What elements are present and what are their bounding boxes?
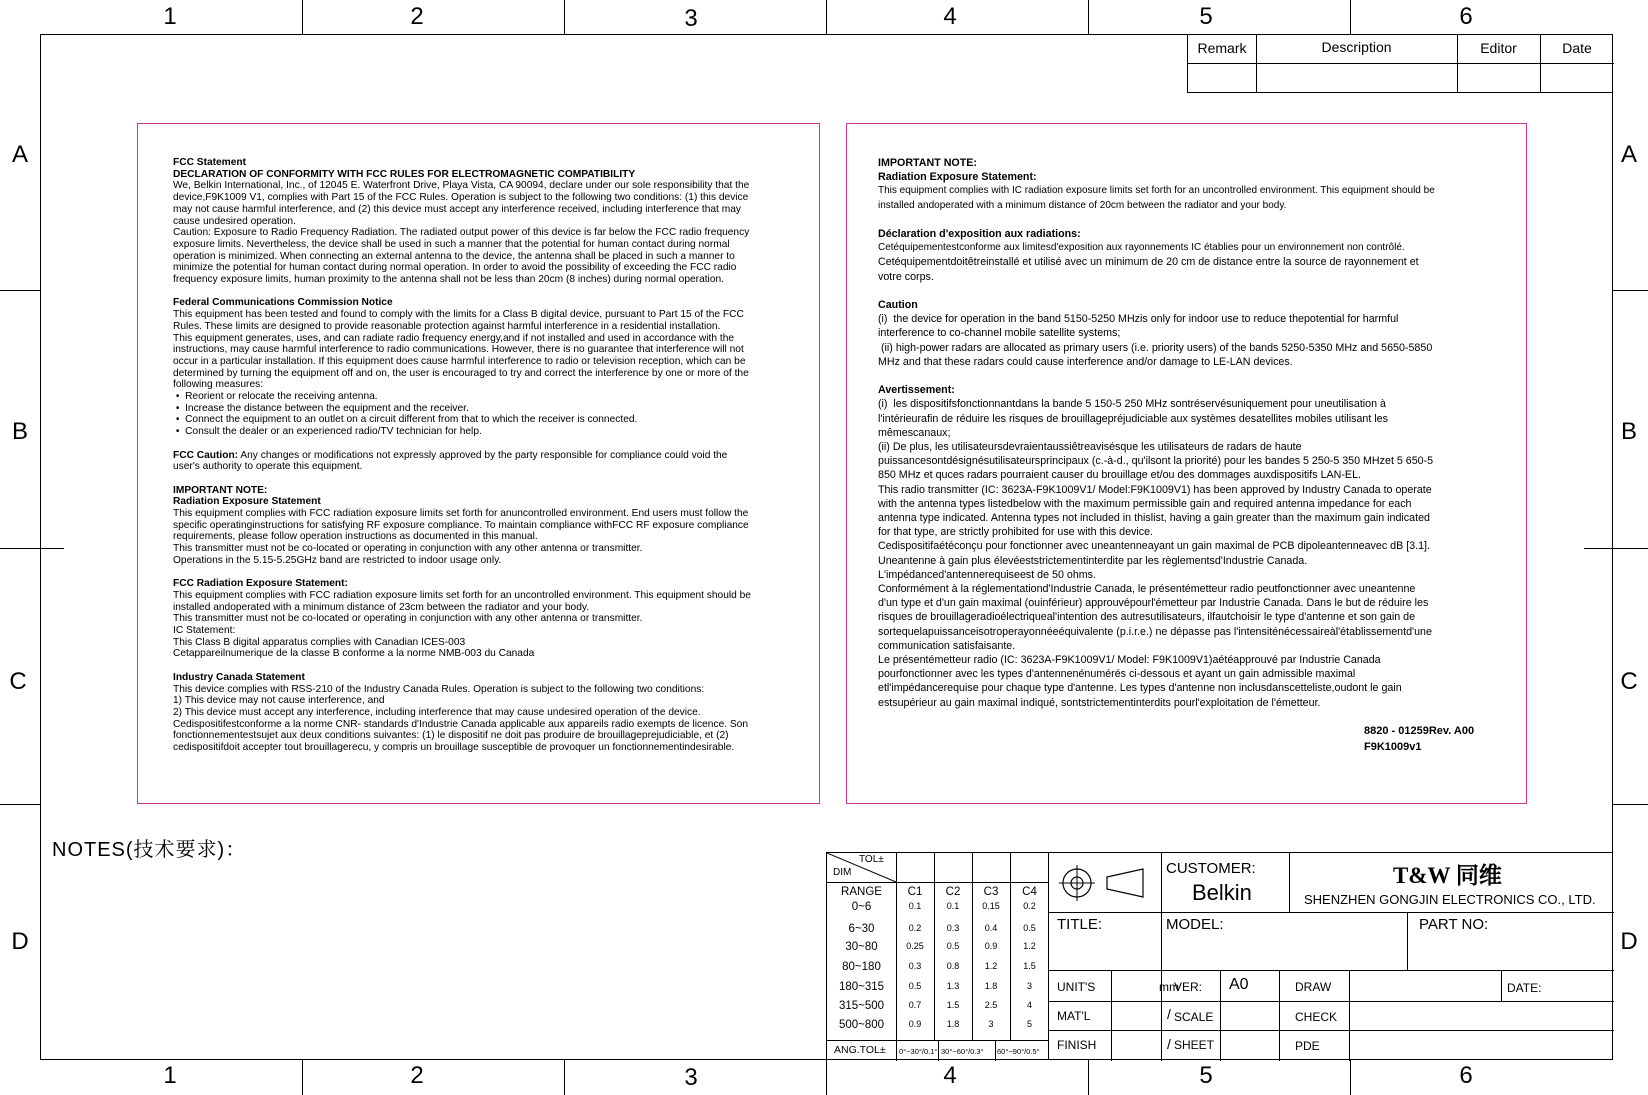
matl-value: /: [1167, 1006, 1171, 1022]
tol-value-cell: 3: [988, 1019, 994, 1029]
tol-range-cell: 500~800: [838, 1019, 885, 1031]
text-line: pourfonctionner avec les types d'antennenénumérés ci-dessous et ayant un gain admissible maximal: [878, 668, 1356, 681]
check-label: CHECK: [1295, 1010, 1338, 1024]
heading-line: Radiation Exposure Statement: [173, 496, 321, 508]
text-line: risques de brouillageradioélectriqueal'intention des autresutilisateurs, ilfautchoisir le type d'antenne et son gain de: [878, 611, 1416, 624]
text-line: votre corps.: [878, 270, 934, 283]
text-line: Le présentémetteur radio (IC: 3623A-F9K1009V1/ Model: F9K1009V1)aétéapprouvé par Industrie Canada: [878, 654, 1381, 667]
company-logo: T&W 同维: [1393, 863, 1502, 888]
text-line: • Increase the distance between the equipment and the receiver.: [173, 402, 469, 414]
text-line: MHz and that these radars could cause interference and/or damage to LE-LAN devices.: [878, 355, 1293, 368]
heading-line: DECLARATION OF CONFORMITY WITH FCC RULES FOR ELECTROMAGNETIC COMPATIBILITY: [173, 168, 636, 180]
date-label: DATE:: [1507, 981, 1542, 995]
tol-value-cell: 1.8: [984, 981, 998, 991]
text-line: 1) This device may not cause interference, and: [173, 695, 385, 707]
tol-header-range: RANGE: [841, 886, 882, 898]
tol-value-cell: 0.9: [908, 1019, 922, 1029]
grid-row-d-right: D: [1620, 928, 1638, 955]
tol-range-cell: 0~6: [851, 901, 872, 913]
grid-col-4-bottom: 4: [943, 1062, 957, 1089]
blank-line: [878, 213, 1518, 227]
company-name: SHENZHEN GONGJIN ELECTRONICS CO., LTD.: [1304, 892, 1596, 907]
tol-value-cell: 0.5: [946, 941, 960, 951]
pde-label: PDE: [1295, 1039, 1320, 1053]
ic-statement-text: [878, 156, 1518, 710]
text-line: fonctionnementestsujet aux deux conditions suivantes: (1) le dispositif ne doit pas produire de brouillageprejudiciable, et (2): [173, 730, 729, 742]
grid-row-d: D: [11, 928, 29, 955]
part-no-label: PART NO:: [1419, 916, 1489, 933]
heading-line: Radiation Exposure Statement:: [878, 171, 1037, 184]
model-code: F9K1009v1: [1364, 741, 1422, 753]
text-line: This transmitter must not be co-located or operating in conjunction with any other antenna or transmitter.: [173, 543, 643, 555]
customer-value: Belkin: [1192, 880, 1252, 905]
finish-label: FINISH: [1057, 1038, 1097, 1052]
dim-label: DIM: [833, 867, 852, 878]
tol-value-cell: 0.5: [1023, 923, 1036, 933]
fcc-statement-text: [173, 157, 813, 754]
tol-value-cell: 1.8: [946, 1019, 960, 1029]
blank-line: [173, 286, 813, 298]
text-line: operation is minimized. When connecting an external antenna to the device, the antenna shall be placed in such a manner to: [173, 250, 735, 262]
text-line: Uneantenne à gain plus élevéeststrictementinterdite par les règlementsd'Industrie Canada.: [878, 554, 1308, 567]
heading-line: IMPORTANT NOTE:: [878, 157, 977, 169]
customer-label: CUSTOMER:: [1166, 860, 1256, 877]
ang-tol-2: 30°~60°/0.3°: [941, 1047, 984, 1056]
text-line: antenna type indicated. Antenna types not included in thislist, having a gain greater than the maximum gain indicated: [878, 512, 1430, 525]
grid-row-c: C: [9, 668, 27, 695]
tol-value-cell: 1.2: [1023, 941, 1036, 951]
text-line: This equipment generates, uses, and can radiate radio frequency energy,and if not installed and used in accordance with the: [173, 332, 735, 344]
tol-range-cell: 315~500: [838, 1000, 885, 1012]
text-line: frequency exposure limits, human proximity to the antenna shall not be less than 20cm (8 inches) during normal operation.: [173, 274, 724, 286]
text-line: installed andoperated with a minimum distance of 20cm between the radiator and your body.: [878, 199, 1287, 211]
text-line: puissancesontdésignésutilisateursprincipaux (c.-à-d., qu'ilsont la priorité) pour les bandes 5 250-5 350 MHzet 5 650-5: [878, 455, 1434, 468]
tol-value-cell: 1.5: [946, 1000, 960, 1010]
text-line: Cedispositifestconforme a la norme CNR- standards d'Industrie Canada applicable aux appareils radio exempts de licence. Son: [173, 718, 749, 730]
text-line: Cetappareilnumerique de la classe B conforme a la norme NMB-003 du Canada: [173, 648, 535, 660]
blank-line: [173, 473, 813, 485]
tol-value-cell: 0.2: [908, 923, 922, 933]
ver-label: VER:: [1174, 980, 1203, 994]
text-line: instructions, may cause harmful interference to radio communications. However, there is no guarantee that interference will not: [173, 344, 744, 356]
text-line: This equipment complies with FCC radiation exposure limits set forth for an uncontrolled environment. This equipment should be: [173, 589, 751, 601]
text-line: specific operatinginstructions for satisfying RF exposure compliance. To maintain compliance withFCC RF exposure compliance: [173, 519, 749, 531]
heading-line: IMPORTANT NOTE:: [173, 484, 268, 496]
text-line: This device complies with RSS-210 of the Industry Canada Rules. Operation is subject to the following two conditions:: [173, 683, 705, 695]
part-code: 8820 - 01259Rev. A00: [1364, 725, 1475, 737]
tolerance-table: [826, 852, 1048, 1060]
title-block: [1048, 852, 1613, 1060]
tol-value-cell: 0.7: [908, 1000, 922, 1010]
grid-col-5: 5: [1199, 3, 1213, 30]
text-line: This transmitter must not be co-located or operating in conjunction with any other antenna or transmitter.: [173, 613, 643, 625]
text-line: interference to co-channel mobile satellite systems;: [878, 327, 1121, 340]
grid-col-3: 3: [684, 5, 698, 32]
heading-line: Industry Canada Statement: [173, 671, 305, 683]
blank-line: [878, 369, 1518, 383]
text-line: installed andoperated with a minimum distance of 23cm between the radiator and your body.: [173, 601, 590, 613]
text-line: may not cause harmful interference, and (2) this device must accept any interference received, including interference that may: [173, 203, 741, 215]
tol-value-cell: 4: [1026, 1000, 1032, 1010]
grid-col-5-bottom: 5: [1199, 1062, 1213, 1089]
tol-range-cell: 180~315: [838, 981, 885, 993]
grid-row-b: B: [11, 418, 28, 445]
text-line: Cedispositifaétéconçu pour fonctionner avec uneantenneayant un gain maximal de PCB dipoleantenneavec dB [3.1].: [878, 540, 1430, 553]
revision-header-remark: Remark: [1197, 40, 1247, 56]
tol-value-cell: 2.5: [984, 1000, 998, 1010]
tol-value-cell: 0.1: [946, 901, 960, 911]
text-line: requirements, please follow operation instructions as documented in this manual.: [173, 531, 538, 543]
text-line: Caution: Exposure to Radio Frequency Radiation. The radiated output power of this device is far below the FCC radio frequency: [173, 227, 750, 239]
heading-line: FCC Radiation Exposure Statement:: [173, 578, 348, 590]
text-line: occur in a particular installation. If this equipment does cause harmful interference to radio or television reception, which can be: [173, 355, 746, 367]
tol-value-cell: 0.8: [946, 961, 960, 971]
grid-col-2-bottom: 2: [410, 1062, 424, 1089]
tol-value-cell: 0.3: [946, 923, 960, 933]
ver-value: A0: [1229, 976, 1249, 993]
text-line: Conformément à la réglementationd'Industrie Canada, le présentémetteur radio peutfonctionner avec uneantenne: [878, 583, 1416, 596]
text-line: estsupérieur au gain maximal indiqué, sontstrictementinterdits pourl'exploitation de l'émetteur.: [878, 696, 1321, 709]
blank-line: [878, 284, 1518, 298]
tol-value-cell: 0.9: [984, 941, 998, 951]
tol-value-cell: 0.3: [908, 961, 922, 971]
text-line: for that type, are strictly prohibited for use with this device.: [878, 526, 1154, 539]
tol-range-cell: 30~80: [845, 941, 878, 953]
notes-label: NOTES(技术要求)：: [52, 839, 247, 861]
heading-line: FCC Statement: [173, 157, 247, 168]
text-line: 2) This device must accept any interference, including interference that may cause undesired operation of the device.: [173, 706, 701, 718]
blank-line: [173, 438, 813, 450]
grid-col-2: 2: [410, 3, 424, 30]
text-line: d'un type et d'un gain maximal (ouinférieur) approuvépourl'émetteur par Industrie Canada. Dans le but de réduire les: [878, 597, 1429, 610]
text-line: This equipment complies with FCC radiation exposure limits set forth for anuncontrolled environment. End users must follow the: [173, 508, 749, 520]
text-line: Rules. These limits are designed to provide reasonable protection against harmful interference in a residential installation.: [173, 320, 721, 332]
text-line: • Consult the dealer or an experienced radio/TV technician for help.: [173, 426, 482, 438]
tol-header-c3: C3: [983, 886, 999, 898]
text-line: This radio transmitter (IC: 3623A-F9K1009V1/ Model:F9K1009V1) has been approved by Industry Canada to operate: [878, 483, 1432, 496]
grid-row-b-right: B: [1620, 418, 1637, 445]
projection-symbol-icon: [1057, 861, 1157, 905]
grid-row-a-right: A: [1620, 141, 1637, 168]
text-line: l'intérieurafin de réduire les risques de brouillagepréjudiciable aux systèmes desatellites mobiles utilisant les: [878, 412, 1388, 425]
tol-range-cell: 80~180: [842, 961, 881, 973]
text-line: FCC Caution: Any changes or modifications not expressly approved by the party responsible for compliance could void the: [173, 449, 728, 461]
ang-tol-1: 0°~30°/0.1°: [899, 1047, 938, 1056]
text-line: 850 MHz et quces radars pourraient causer du brouillage et/ou des dommages auxdispositifs LAN-EL.: [878, 469, 1361, 482]
heading-line: Federal Communications Commission Notice: [173, 297, 393, 309]
text-line: determined by turning the equipment off and on, the user is encouraged to try and correct the interference by one or more of the: [173, 367, 749, 379]
text-line: cedispositifdoit accepter tout brouillagerecu, y compris un brouillage susceptible de provoquer un fonctionnementindesirable.: [173, 742, 735, 754]
text-line: This equipment complies with IC radiation exposure limits set forth for an uncontrolled environment. This equipment should be: [878, 185, 1435, 197]
revision-header-date: Date: [1562, 40, 1592, 56]
text-line: This Class B digital apparatus complies with Canadian ICES-003: [173, 636, 466, 648]
ang-tol-3: 60°~90°/0.5°: [997, 1047, 1040, 1056]
text-line: communication satisfaisante.: [878, 639, 1016, 652]
text-line: sortequelapuissanceisotroperayonnéeéquivalente (p.i.r.e.) ne dépasse pas l'intensiténécessaireàl'établissementd'une: [878, 625, 1432, 638]
text-line: device,F9K1009 V1, complies with Part 15 of the FCC Rules. Operation is subject to the following two conditions: (1) this device: [173, 192, 749, 204]
text-line: Cetéquipementestconforme aux limitesd'exposition aux rayonnements IC établies pour un environnement non contrôlé.: [878, 242, 1405, 254]
tol-value-cell: 0.2: [1023, 901, 1036, 911]
text-line: • Reorient or relocate the receiving antenna.: [173, 391, 378, 403]
tol-value-cell: 0.4: [984, 923, 998, 933]
tol-value-cell: 1.3: [946, 981, 960, 991]
heading-line: Avertissement:: [878, 384, 955, 397]
ang-tol-label: ANG.TOL±: [834, 1044, 886, 1056]
text-line: following measures:: [173, 379, 264, 391]
revision-header-description: Description: [1321, 39, 1392, 55]
blank-line: [173, 567, 813, 579]
text-line: L'impédanced'antennerequiseest de 50 ohms.: [878, 568, 1096, 581]
title-label: TITLE:: [1057, 916, 1103, 933]
text-line: user's authority to operate this equipment.: [173, 461, 363, 473]
text-line: etl'impédancerequise pour chaque type d'antenne. Les types d'antenne non inclusdanscetteliste,oudont le gain: [878, 682, 1402, 695]
grid-row-a: A: [11, 141, 28, 168]
scale-label: SCALE: [1174, 1010, 1214, 1024]
grid-row-c-right: C: [1620, 668, 1638, 695]
revision-table: [1187, 34, 1613, 93]
tol-value-cell: 1.5: [1023, 961, 1036, 971]
text-line: (ii) high-power radars are allocated as primary users (i.e. priority users) of the bands 5250-5350 MHz and 5650-5850: [878, 341, 1433, 354]
text-line: exposure limits. Nevertheless, the device shall be used in such a manner that the potential for human contact during normal: [173, 238, 730, 250]
finish-value: /: [1167, 1036, 1171, 1052]
grid-col-3-bottom: 3: [684, 1064, 698, 1091]
tol-range-cell: 6~30: [848, 923, 875, 935]
tol-header-c4: C4: [1022, 886, 1037, 898]
units-value: mm: [1159, 980, 1179, 994]
grid-col-1-bottom: 1: [163, 1062, 177, 1089]
text-line: IC Statement:: [173, 625, 236, 637]
tol-header-c2: C2: [945, 886, 961, 898]
grid-col-6: 6: [1459, 3, 1473, 30]
text-line: We, Belkin International, Inc., of 12045 E. Waterfront Drive, Playa Vista, CA 90094, declare under our sole responsibility that the: [173, 180, 750, 192]
text-line: (ii) De plus, les utilisateursdevraientaussiêtreavisésque les utilisateurs de radars de haute: [878, 441, 1302, 454]
tol-value-cell: 0.15: [982, 901, 1000, 911]
sheet-label: SHEET: [1174, 1038, 1215, 1052]
units-label: UNIT'S: [1057, 980, 1096, 994]
grid-col-1: 1: [163, 3, 177, 30]
draw-label: DRAW: [1295, 980, 1332, 994]
text-line: minimize the potential for human contact during normal operation. In order to avoid the possibility of exceeding the FCC radio: [173, 262, 737, 274]
blank-line: [173, 660, 813, 672]
text-line: cause undesired operation.: [173, 215, 296, 227]
tol-value-cell: 0.5: [908, 981, 922, 991]
text-line: Operations in the 5.15-5.25GHz band are restricted to indoor usage only.: [173, 554, 502, 566]
tol-header-c1: C1: [907, 886, 923, 898]
tol-value-cell: 3: [1026, 981, 1032, 991]
tol-value-cell: 0.1: [908, 901, 922, 911]
model-label: MODEL:: [1166, 916, 1224, 933]
tol-value-cell: 5: [1026, 1019, 1032, 1029]
heading-line: Déclaration d'exposition aux radiations:: [878, 228, 1081, 240]
text-line: • Connect the equipment to an outlet on a circuit different from that to which the receiver is connected.: [173, 414, 638, 426]
tol-label: TOL±: [859, 854, 884, 865]
text-line: (i) the device for operation in the band 5150-5250 MHzis only for indoor use to reduce thepotential for harmful: [878, 313, 1399, 326]
text-line: with the antenna types listedbelow with the maximum permissible gain and required antenna impedance for each: [878, 497, 1412, 510]
heading-line: Caution: [878, 299, 918, 311]
tol-value-cell: 0.25: [906, 941, 924, 951]
text-line: (i) les dispositifsfonctionnantdans la bande 5 150-5 250 MHz sontréservésuniquement pour uneutilisation à: [878, 398, 1386, 411]
tol-value-cell: 1.2: [984, 961, 998, 971]
revision-header-editor: Editor: [1480, 40, 1517, 56]
text-line: mêmescanaux;: [878, 426, 951, 439]
grid-col-6-bottom: 6: [1459, 1062, 1473, 1089]
text-line: This equipment has been tested and found to comply with the limits for a Class B digital device, pursuant to Part 15 of the FCC: [173, 309, 744, 321]
matl-label: MAT'L: [1057, 1009, 1091, 1023]
text-line: Cetéquipementdoitêtreinstallé et utilisé avec un minimum de 20 cm de distance entre la source de rayonnement et: [878, 256, 1419, 269]
grid-col-4: 4: [943, 3, 957, 30]
